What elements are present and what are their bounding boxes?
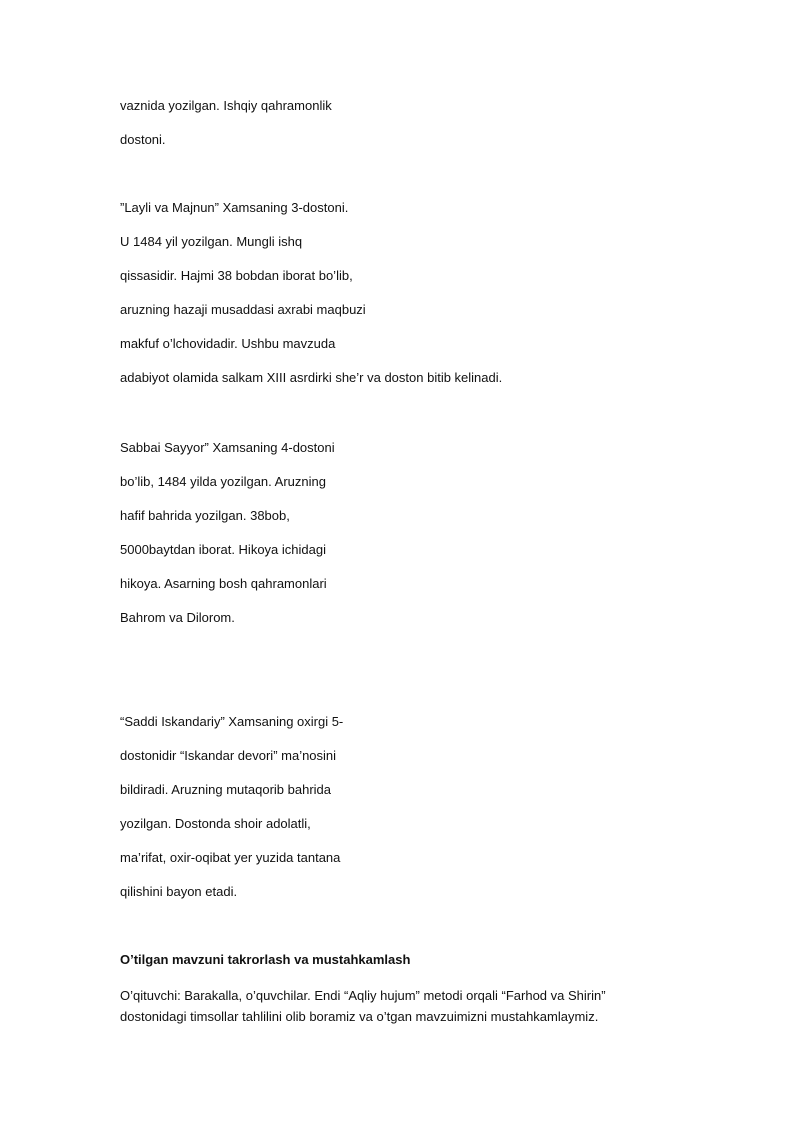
text-line: hikoya. Asarning bosh qahramonlari <box>120 576 327 591</box>
text-line: qilishini bayon etadi. <box>120 884 238 899</box>
text-line: U 1484 yil yozilgan. Mungli ishq <box>120 234 303 249</box>
text-line: dostoni. <box>120 132 166 147</box>
text-line: makfuf o’lchovidadir. Ushbu mavzuda <box>120 336 336 351</box>
text-line: bo’lib, 1484 yilda yozilgan. Aruzning <box>120 474 326 489</box>
text-line: qissasidir. Hajmi 38 bobdan iborat bo’lib, <box>120 268 353 283</box>
text-line: vaznida yozilgan. Ishqiy qahramonlik <box>120 98 332 113</box>
text-line: Bahrom va Dilorom. <box>120 610 235 625</box>
text-line: yozilgan. Dostonda shoir adolatli, <box>120 816 311 831</box>
text-line: ”Layli va Majnun” Xamsaning 3-dostoni. <box>120 200 349 215</box>
text-line: dostonidir “Iskandar devori” ma’nosini <box>120 748 337 763</box>
text-line: bildiradi. Aruzning mutaqorib bahrida <box>120 782 332 797</box>
text-line: “Saddi Iskandariy” Xamsaning oxirgi 5- <box>120 714 344 729</box>
text-line: aruzning hazaji musaddasi axrabi maqbuzi <box>120 302 366 317</box>
text-line: 5000baytdan iborat. Hikoya ichidagi <box>120 542 326 557</box>
text-line: Sabbai Sayyor” Xamsaning 4-dostoni <box>120 440 335 455</box>
section-heading: O’tilgan mavzuni takrorlash va mustahkamlash <box>120 952 411 967</box>
text-line: hafif bahrida yozilgan. 38bob, <box>120 508 290 523</box>
text-line: adabiyot olamida salkam XIII asrdirki she’r va doston bitib kelinadi. <box>120 370 503 385</box>
text-line: ma’rifat, oxir-oqibat yer yuzida tantana <box>120 850 341 865</box>
body-paragraph: O’qituvchi: Barakalla, o’quvchilar. Endi “Aqliy hujum” metodi orqali “Farhod va Shirin” dostonidagi timsollar tahlilini olib boramiz va o’tgan mavzuimizni mustahkamlaymiz. <box>120 988 606 1024</box>
